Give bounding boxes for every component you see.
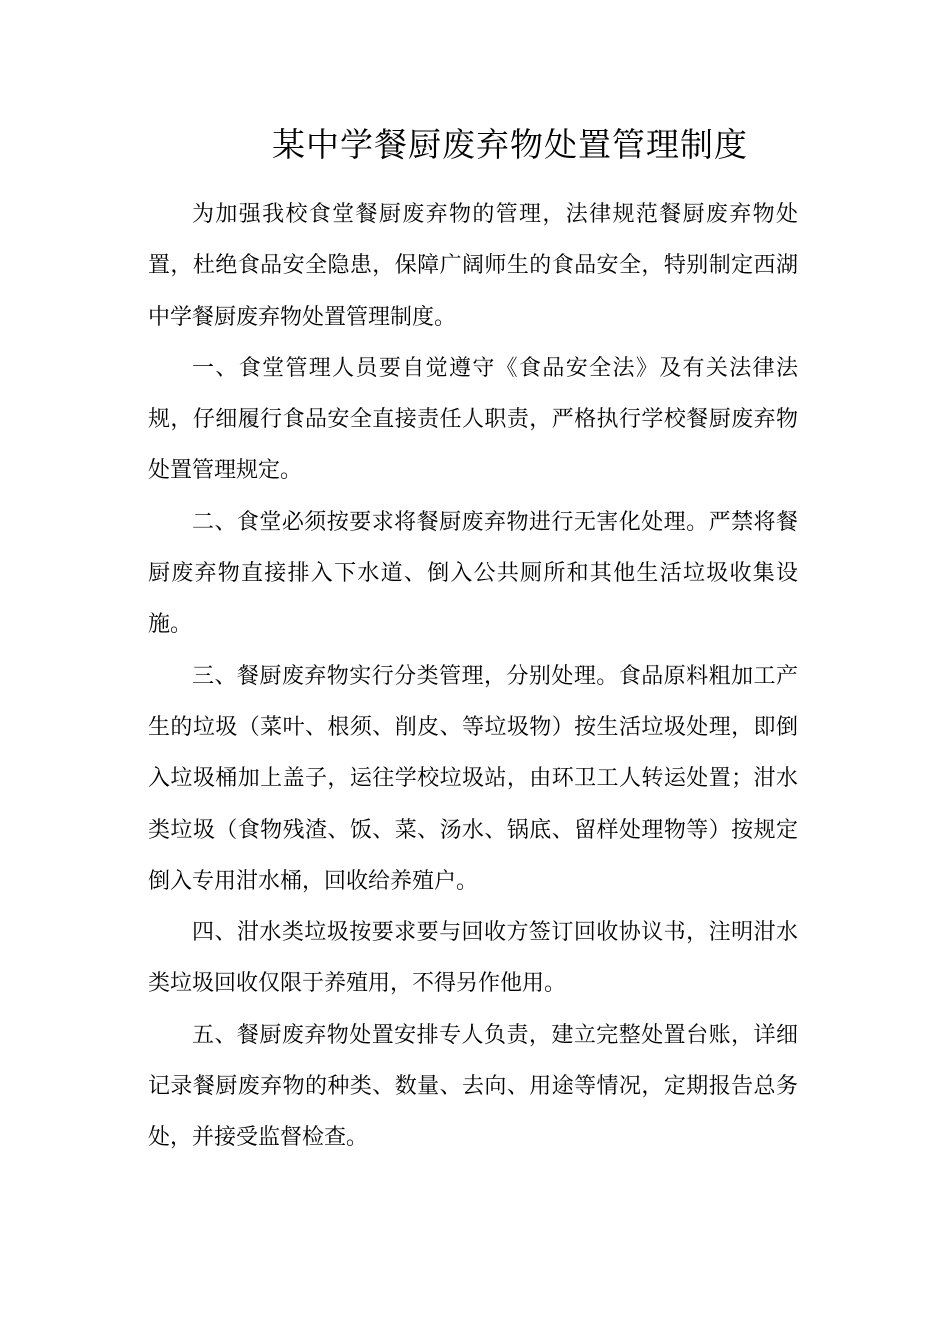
- document-title: 某中学餐厨废弃物处置管理制度: [272, 125, 748, 164]
- paragraph-rule-3: 三、餐厨废弃物实行分类管理，分别处理。食品原料粗加工产生的垃圾（菜叶、根须、削皮、等垃圾物）按生活垃圾处理，即倒入垃圾桶加上盖子，运往学校垃圾站，由环卫工人转运处置；泔水类垃圾（食物残渣、饭、菜、汤水、锅底、留样处理物等）按规定倒入专用泔水桶，回收给养殖户。: [148, 663, 798, 894]
- document-body: [148, 189, 798, 1164]
- paragraph-rule-2: 二、食堂必须按要求将餐厨废弃物进行无害化处理。严禁将餐厨废弃物直接排入下水道、倒入公共厕所和其他生活垃圾收集设施。: [148, 509, 798, 638]
- paragraph-rule-1: 一、食堂管理人员要自觉遵守《食品安全法》及有关法律法规，仔细履行食品安全直接责任人职责，严格执行学校餐厨废弃物处置管理规定。: [148, 355, 798, 484]
- paragraph-rule-4: 四、泔水类垃圾按要求要与回收方签订回收协议书，注明泔水类垃圾回收仅限于养殖用，不得另作他用。: [148, 920, 798, 997]
- paragraph-intro: 为加强我校食堂餐厨废弃物的管理，法律规范餐厨废弃物处置，杜绝食品安全隐患，保障广阔师生的食品安全，特别制定西湖中学餐厨废弃物处置管理制度。: [148, 202, 798, 330]
- paragraph-rule-5: 五、餐厨废弃物处置安排专人负责，建立完整处置台账，详细记录餐厨废弃物的种类、数量、去向、用途等情况，定期报告总务处，并接受监督检查。: [148, 1022, 798, 1151]
